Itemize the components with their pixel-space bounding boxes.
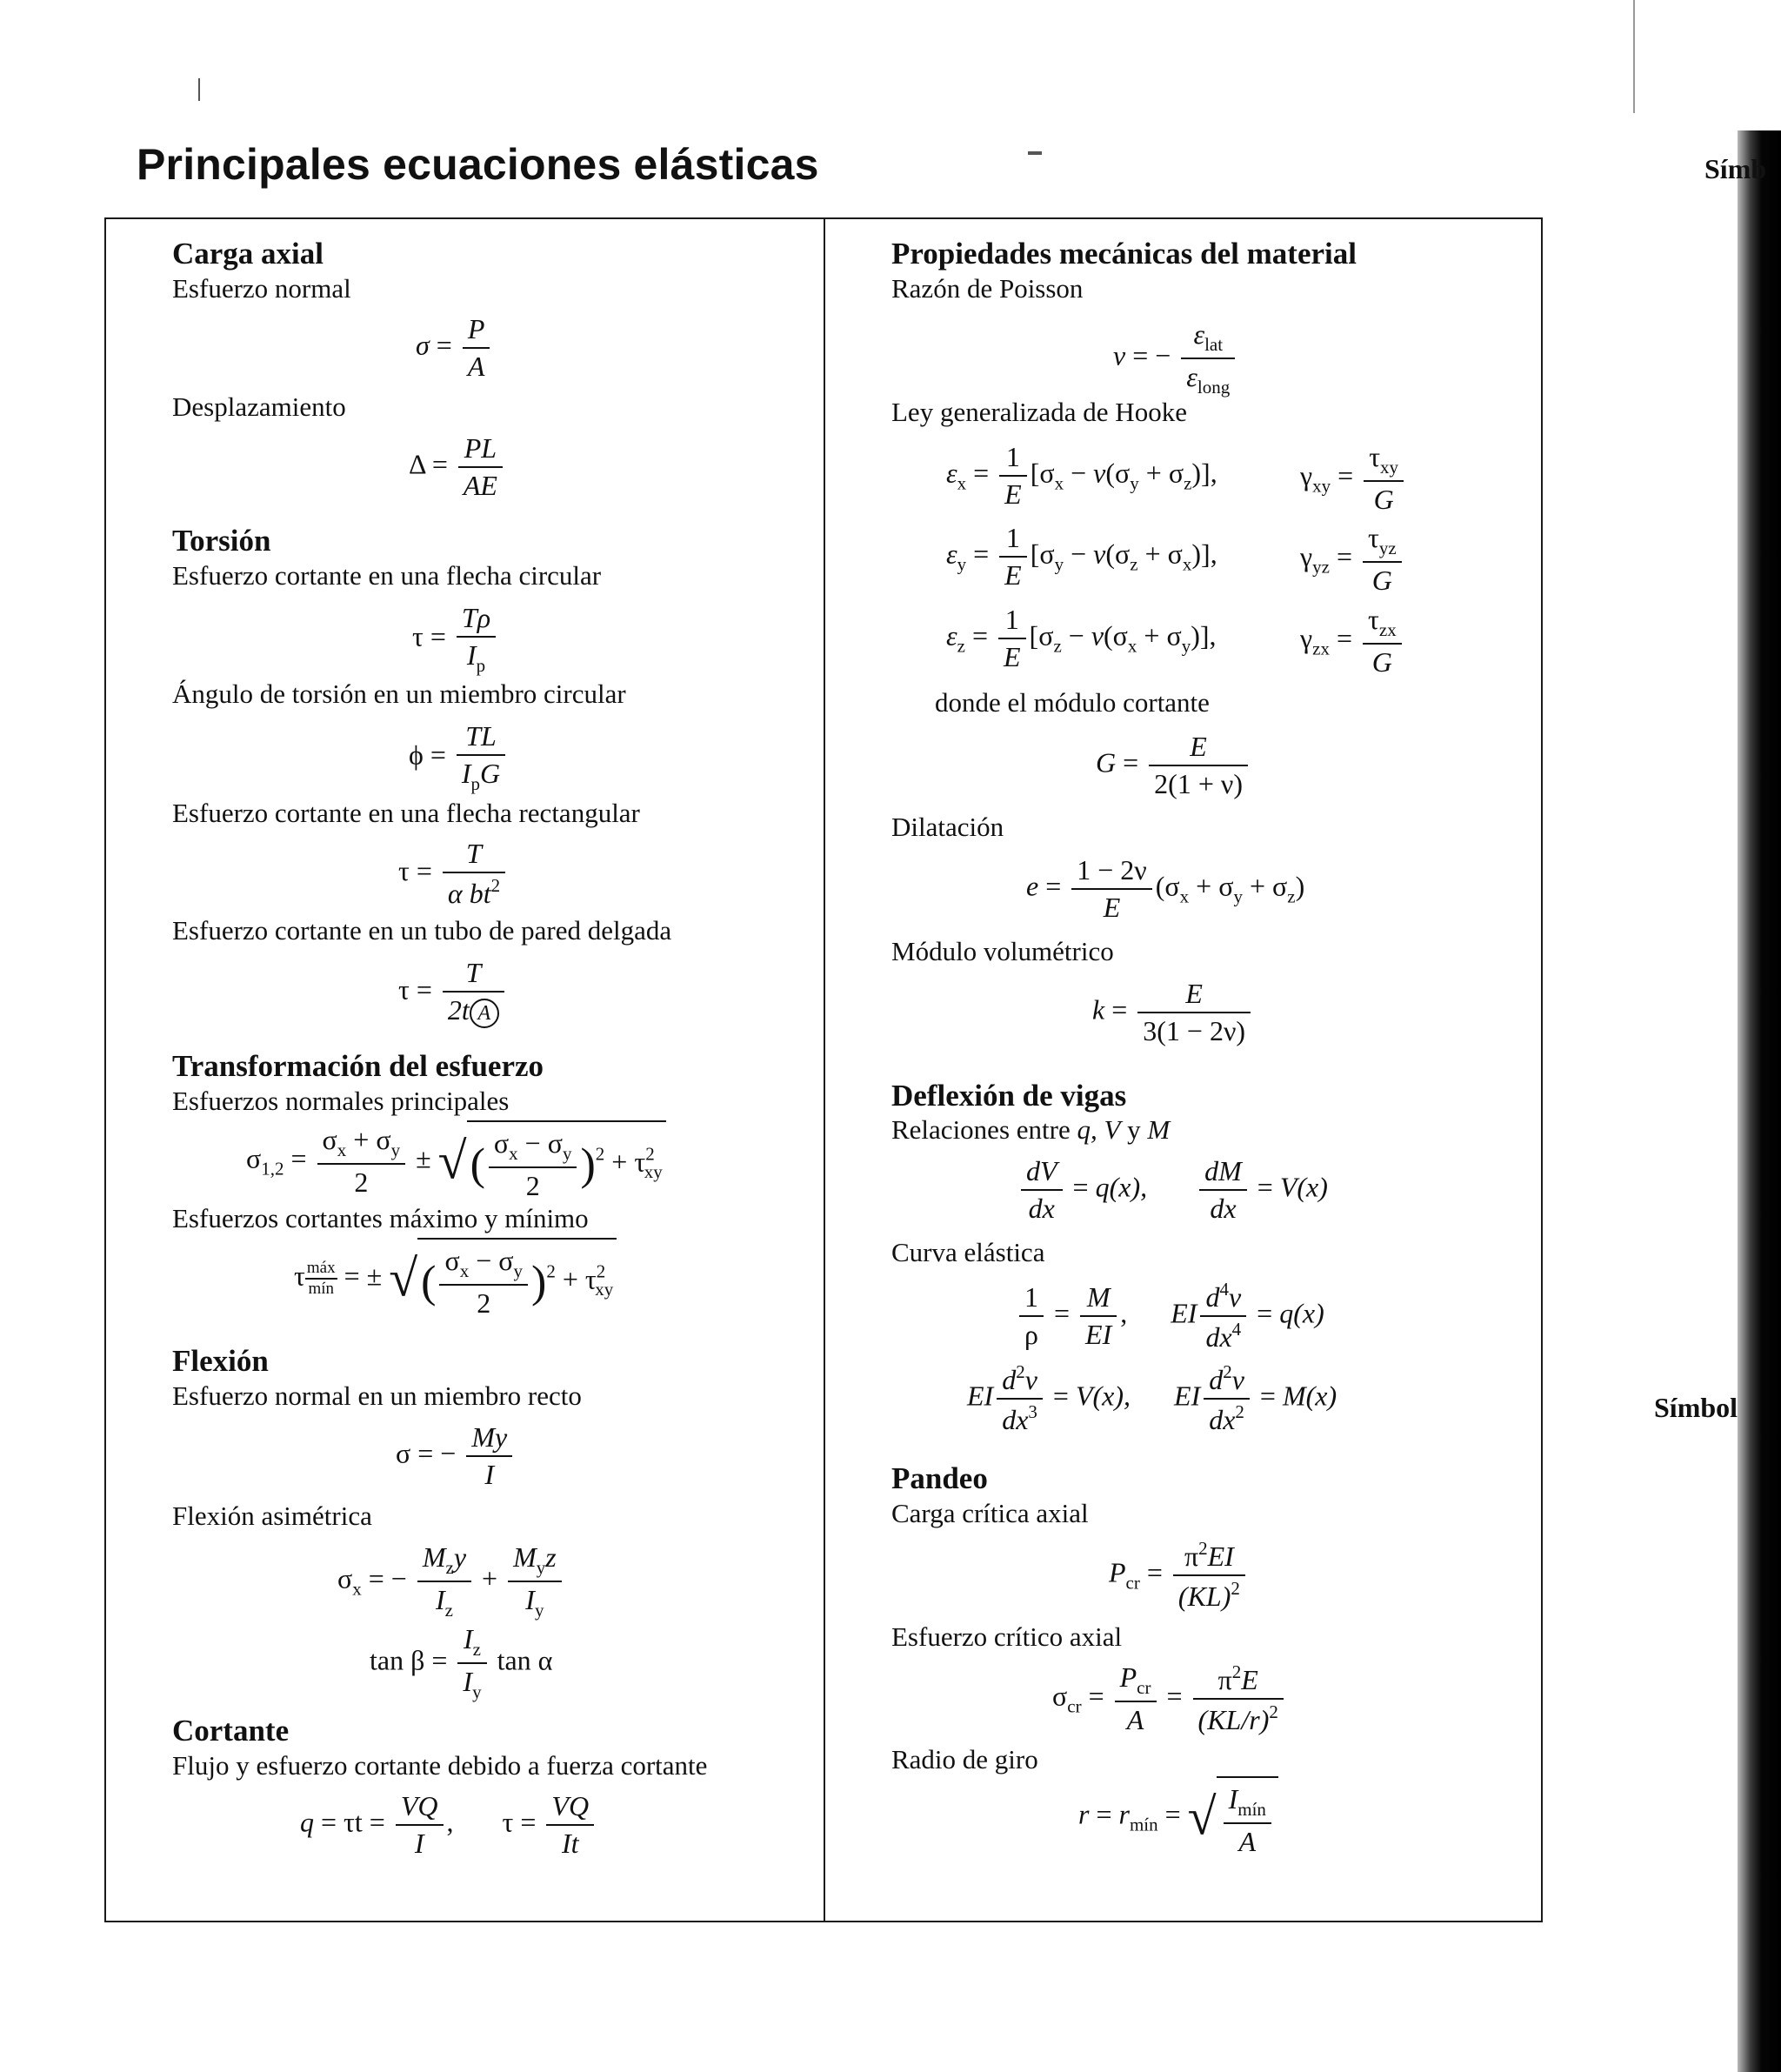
eq-rect-shear: τ = $\frac{T}{\alpha bt^2}$ xyxy=(398,838,509,910)
label-dilatacion: Dilatación xyxy=(891,812,1004,842)
eq-axial-stress: σ = $\frac{P}{A}$ xyxy=(416,313,493,383)
scan-crease xyxy=(1633,0,1635,113)
label-flujo-cortante: Flujo y esfuerzo cortante debido a fuerza cortante xyxy=(172,1750,708,1781)
label-modulo-volumetrico: Módulo volumétrico xyxy=(891,936,1114,966)
eq-hooke-gamma-yz: $\gamma_{yz}$ = $\tau_{yz}$ G xyxy=(1300,522,1405,597)
column-divider xyxy=(824,217,825,1922)
eq-principal-stresses: $\sigma_{1,2}$ = $\frac{\sigma_x + \sigma_y}{2}$ ± √( $\frac{\sigma_x - \sigma_y}{2}$ )$^2 + \tau^2_{xy}$ xyxy=(246,1120,666,1202)
eq-critical-load: $P_{cr}$ = $\frac{\pi^2EI}{(KL)^2}$ xyxy=(1109,1538,1249,1613)
edge-word-top: Símb xyxy=(1704,153,1767,184)
label-modulo-cortante: donde el módulo cortante xyxy=(935,687,1210,718)
eq-bulk-modulus: k = $\frac{E}{3(1 - 2\nu)}$ xyxy=(1092,978,1254,1047)
eq-hooke-z: $\varepsilon_z$ = $\frac{1}{E}$ $[\sigma_z - \nu(\sigma_x + \sigma_y)]$, xyxy=(946,604,1217,672)
eq-displacement: Δ = $\frac{PL}{AE}$ xyxy=(409,432,506,502)
label-radio-giro: Radio de giro xyxy=(891,1744,1038,1775)
eq-hooke-gamma-xy: $\gamma_{xy}$ = $\tau_{xy}$ G xyxy=(1300,441,1407,516)
eq-flexure: σ = − $\frac{My}{I}$ xyxy=(396,1421,516,1491)
section-heading-cortante: Cortante xyxy=(172,1714,290,1748)
label-cortante-circular: Esfuerzo cortante en una flecha circular xyxy=(172,560,602,591)
label-angulo-torsion: Ángulo de torsión en un miembro circular xyxy=(172,678,626,709)
eq-radius-gyration: $r = r_{mín}$ = √ $I_{mín}$ A xyxy=(1078,1776,1278,1858)
eq-angle-twist: ϕ = TL $I_pG$ xyxy=(409,720,509,795)
label-esfuerzo-normal: Esfuerzo normal xyxy=(172,273,351,304)
eq-poisson: ν = − $\varepsilon_{lat}$ $\varepsilon_{long}$ xyxy=(1113,318,1238,398)
eq-tube-shear: τ = $\frac{T}{\text{2t A}}$ xyxy=(398,957,508,1028)
label-esfuerzo-critico: Esfuerzo crítico axial xyxy=(891,1621,1123,1652)
eq-hooke-x: $\varepsilon_x$ = $\frac{1}{E}$ $[\sigma_x - \nu(\sigma_y + \sigma_z)]$, xyxy=(946,441,1217,510)
section-heading-propiedades: Propiedades mecánicas del material xyxy=(891,237,1357,271)
scan-speck xyxy=(198,78,200,101)
scan-edge-shadow xyxy=(1738,130,1781,2072)
page-title: Principales ecuaciones elásticas xyxy=(137,140,819,189)
eq-critical-stress: $\sigma_{cr}$ = $P_{cr}$ A = $\frac{\pi^2E}{(KL/r)^2}$ xyxy=(1052,1661,1287,1736)
section-heading-torsion: Torsión xyxy=(172,524,271,558)
eq-beam-relations: $\frac{dV}{dx}$ = q(x), $\frac{dM}{dx}$ = V(x) xyxy=(1017,1155,1328,1225)
label-cortante-rectangular: Esfuerzo cortante en una flecha rectangular xyxy=(172,798,640,828)
section-heading-carga-axial: Carga axial xyxy=(172,237,324,271)
eq-shear-flow: q = τt = $\frac{VQ}{I}$ , τ = $\frac{VQ}{It}$ xyxy=(300,1790,597,1860)
eq-hooke-gamma-zx: $\gamma_{zx}$ = $\tau_{zx}$ G xyxy=(1300,604,1405,678)
label-razon-poisson: Razón de Poisson xyxy=(891,273,1084,304)
label-relaciones: Relaciones entre q, V y M xyxy=(891,1114,1171,1145)
eq-asymmetric-bending: $\sigma_x$ = − $M_zy$ $I_z$ + $M_yz$ $I_y$ xyxy=(337,1541,565,1621)
section-heading-transformacion: Transformación del esfuerzo xyxy=(172,1049,544,1083)
section-heading-deflexion: Deflexión de vigas xyxy=(891,1079,1127,1113)
label-cortante-tubo: Esfuerzo cortante en un tubo de pared delgada xyxy=(172,915,672,946)
label-normal-recto: Esfuerzo normal en un miembro recto xyxy=(172,1380,582,1411)
label-flexion-asimetrica: Flexión asimétrica xyxy=(172,1501,372,1531)
label-cortantes-max-min: Esfuerzos cortantes máximo y mínimo xyxy=(172,1203,589,1233)
section-heading-flexion: Flexión xyxy=(172,1344,269,1378)
eq-neutral-axis-angle: tan β = $\frac{I_z}{I_y}$ tan α xyxy=(370,1623,553,1702)
eq-shear-modulus: G = $\frac{E}{2(1 + \nu)}$ xyxy=(1096,731,1251,800)
section-heading-pandeo: Pandeo xyxy=(891,1461,988,1495)
label-normales-principales: Esfuerzos normales principales xyxy=(172,1086,510,1116)
label-carga-critica: Carga crítica axial xyxy=(891,1498,1089,1528)
label-desplazamiento: Desplazamiento xyxy=(172,391,346,422)
edge-word-bottom: Símbol xyxy=(1654,1392,1738,1423)
label-curva-elastica: Curva elástica xyxy=(891,1237,1045,1267)
eq-max-shear: τ máx mín = ± √( $\frac{\sigma_x - \sigma_y}{2}$ )$^2 + \tau^2_{xy}$ xyxy=(294,1238,617,1320)
eq-dilatation: e = $\frac{1 - 2\nu}{E}$ $(\sigma_x + \sigma_y + \sigma_z)$ xyxy=(1026,854,1305,923)
eq-elastic-curve-1: $\frac{1}{\rho}$ = $\frac{M}{EI}$ , EI $\frac{d^4v}{dx^4}$ = q(x) xyxy=(1016,1279,1324,1353)
eq-elastic-curve-2: EI $\frac{d^2v}{dx^3}$ = V(x), EI $\frac{d^2v}{dx^2}$ = M(x) xyxy=(967,1361,1337,1435)
eq-torsion-shear: τ = $\frac{T\rho}{I_p}$ xyxy=(412,602,499,677)
label-ley-hooke: Ley generalizada de Hooke xyxy=(891,397,1187,427)
scan-speck xyxy=(1028,151,1042,155)
eq-hooke-y: $\varepsilon_y$ = $\frac{1}{E}$ $[\sigma_y - \nu(\sigma_z + \sigma_x)]$, xyxy=(946,522,1217,591)
